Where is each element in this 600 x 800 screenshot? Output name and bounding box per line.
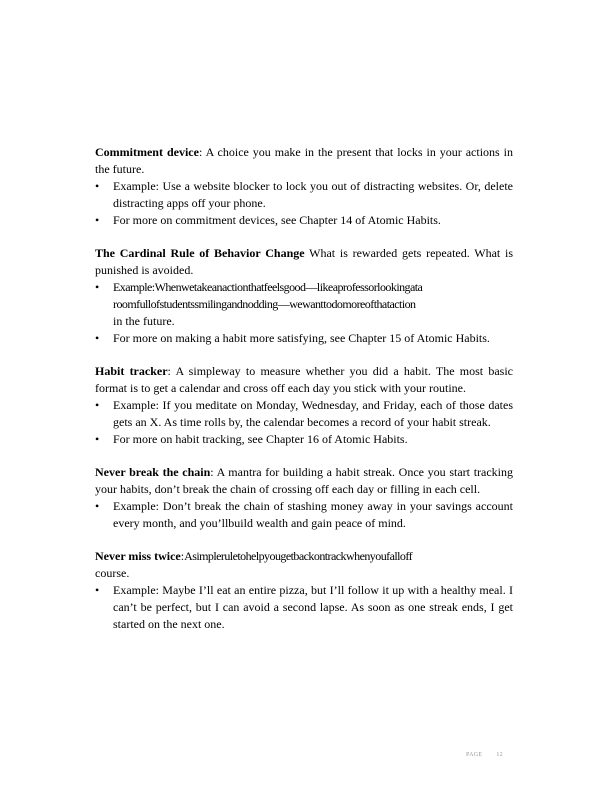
page-number: 12 xyxy=(496,752,503,758)
bullet-glyph: • xyxy=(95,583,100,597)
glossary-entry-cardinal-rule xyxy=(95,245,513,347)
entry-term: Habit tracker xyxy=(95,364,168,378)
entry-definition xyxy=(95,144,513,178)
bullet-text: Example: If you meditate on Monday, Wednesday, and Friday, each of those dates gets an X. As time rolls by, the calendar becomes a record of your habit streak. xyxy=(113,398,513,429)
list-item xyxy=(95,212,513,229)
list-item xyxy=(95,397,513,431)
bullet-list xyxy=(95,178,513,229)
term-separator: : xyxy=(198,145,203,159)
bullet-text: Example:Whenwetakeanactionthatfeelsgood—likeaprofessorlookingata roomfullofstudentssmilingandnodding—wewanttodomoreofthataction xyxy=(113,280,423,311)
entry-definition xyxy=(95,245,513,279)
bullet-text: Example: Maybe I’ll eat an entire pizza, but I’ll follow it up with a healthy meal. I can’t be perfect, but I can avoid a second lapse. As soon as one streak ends, I get started on the next one. xyxy=(113,583,513,631)
definition-text: A choice you make in the present that locks in your actions in the future. xyxy=(95,145,514,176)
page-label: PAGE xyxy=(466,752,483,758)
bullet-list xyxy=(95,279,513,347)
entry-term: Never miss twice xyxy=(95,549,181,563)
list-item xyxy=(95,330,513,347)
bullet-list xyxy=(95,582,513,633)
bullet-glyph: • xyxy=(95,213,100,227)
entry-term: The Cardinal Rule of Behavior Change xyxy=(95,246,305,260)
bullet-text-continued: in the future. xyxy=(113,314,175,328)
glossary-entry-never-break-the-chain xyxy=(95,464,513,532)
glossary-entry-commitment-device xyxy=(95,144,513,229)
bullet-text: For more on habit tracking, see Chapter 16 of Atomic Habits. xyxy=(113,432,408,446)
entry-term: Commitment device xyxy=(95,145,199,159)
list-item xyxy=(95,178,513,212)
bullet-text: For more on making a habit more satisfying, see Chapter 15 of Atomic Habits. xyxy=(113,331,490,345)
list-item xyxy=(95,582,513,633)
list-item xyxy=(95,431,513,448)
entry-definition xyxy=(95,363,513,397)
bullet-glyph: • xyxy=(95,432,100,446)
definition-text: What is rewarded gets repeated. What is punished is avoided. xyxy=(95,246,514,277)
glossary-entry-habit-tracker xyxy=(95,363,513,448)
term-separator: : xyxy=(210,465,214,479)
entry-definition xyxy=(95,464,513,498)
term-separator: : xyxy=(167,364,171,378)
definition-text-continued: course. xyxy=(95,566,130,580)
definition-text: Asimplerule​tohelpyougetbackontrackwhenyoufalloff xyxy=(184,549,413,563)
bullet-text: Example: Use a website blocker to lock you out of distracting websites. Or, delete distracting apps off your phone. xyxy=(113,179,513,210)
bullet-list xyxy=(95,397,513,448)
bullet-glyph: • xyxy=(95,280,100,294)
glossary-entry-never-miss-twice xyxy=(95,548,513,633)
list-item xyxy=(95,279,513,330)
bullet-glyph: • xyxy=(95,179,100,193)
entry-definition xyxy=(95,548,513,565)
list-item xyxy=(95,498,513,532)
bullet-glyph: • xyxy=(95,331,100,345)
bullet-text: Example: Don’t break the chain of stashing money away in your savings account every month, and you’llbuild wealth and gain peace of mind. xyxy=(113,499,513,530)
bullet-text: For more on commitment devices, see Chapter 14 of Atomic Habits. xyxy=(113,213,441,227)
page-footer xyxy=(466,752,517,758)
term-separator: : xyxy=(180,549,185,563)
bullet-list xyxy=(95,498,513,532)
bullet-glyph: • xyxy=(95,499,100,513)
entry-term: Never break the chain xyxy=(95,465,211,479)
definition-text: A simpleway to measure whether you did a habit. The most basic format is to get a calendar and cross off each day you stick with your routine. xyxy=(95,364,513,395)
definition-text: A mantra for building a habit streak. Once you start tracking your habits, don’t break the chain of crossing off each day or filling in each cell. xyxy=(95,465,514,496)
bullet-glyph: • xyxy=(95,398,100,412)
